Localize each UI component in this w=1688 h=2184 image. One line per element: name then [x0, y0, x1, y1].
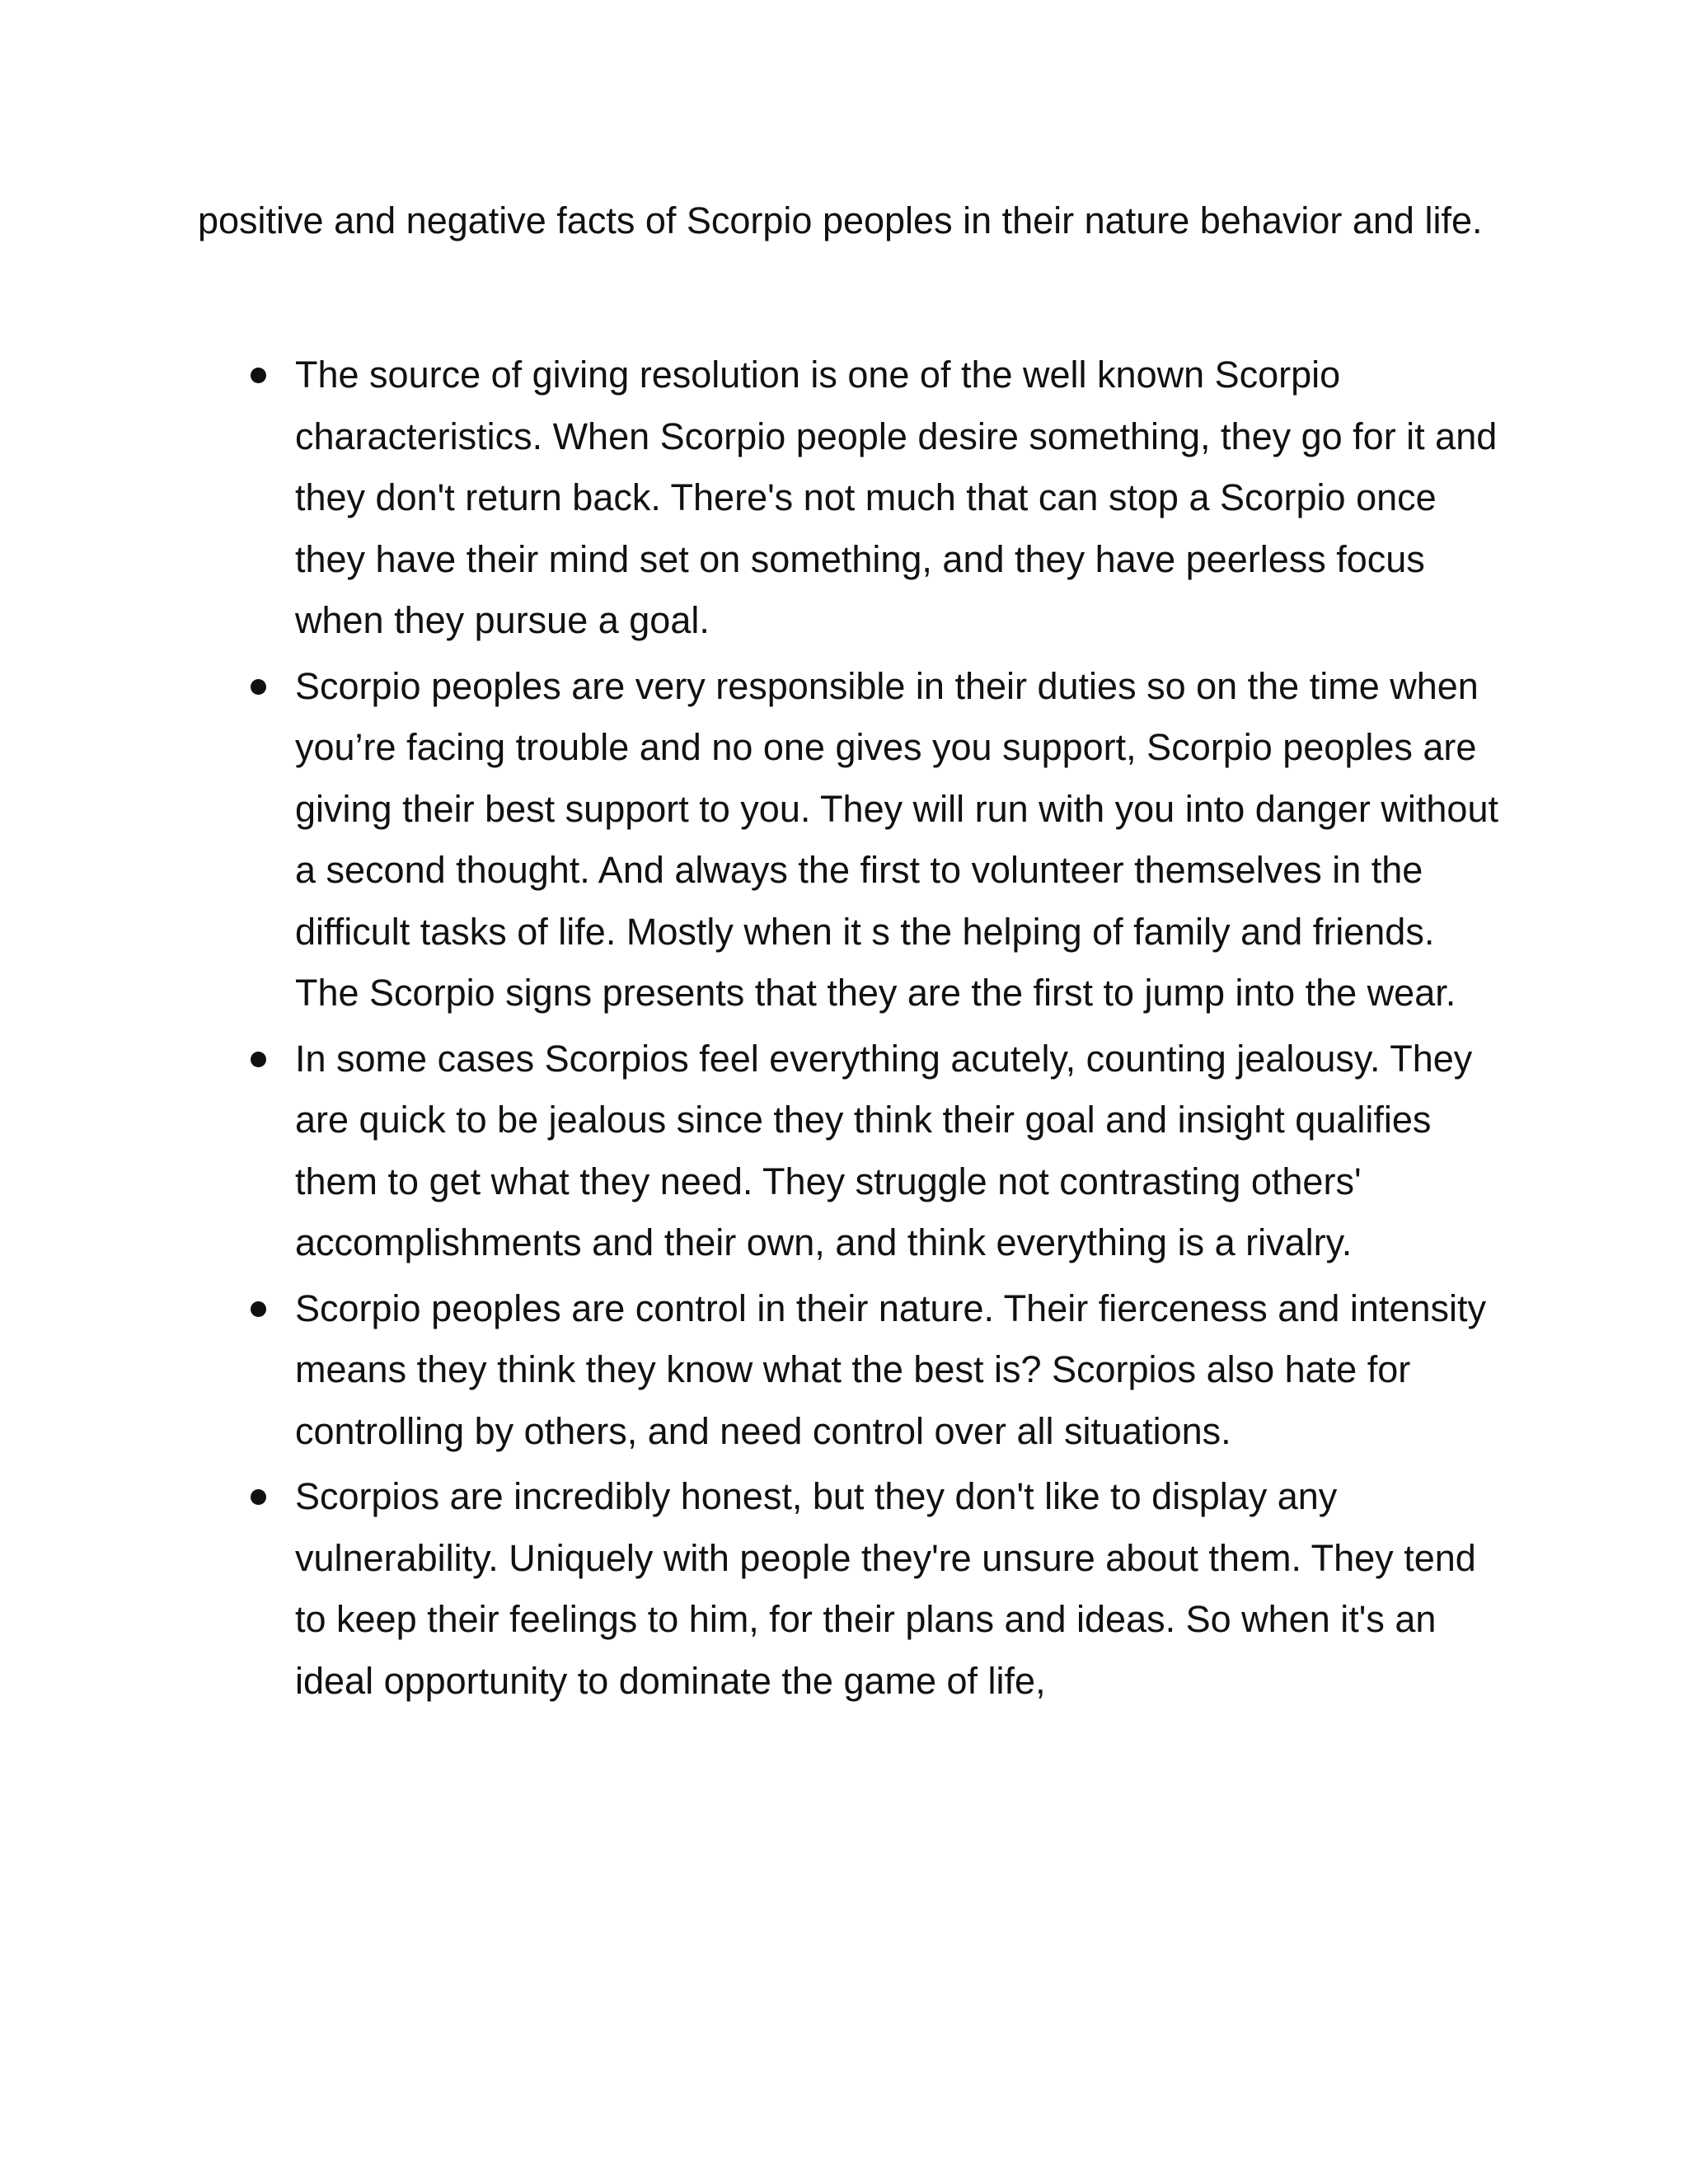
bullet-dot-icon — [251, 679, 266, 695]
bullet-item-5 — [198, 1466, 1500, 1712]
bullet-text-1: The source of giving resolution is one of the well known Scorpio characteristics. When Scorpio people desire something, they go for it and they don't return back. There's not much that can stop a Scorpio once they have their mind set on something, and they have peerless focus when they pursue a goal. — [295, 354, 1498, 641]
bullet-text-5: Scorpios are incredibly honest, but they don't like to display any vulnerability. Uniquely with people they're unsure about them. They tend to keep their feelings to him, for their plans and ideas. So when it's an ideal opportunity to dominate the game of life, — [295, 1475, 1476, 1702]
bullet-dot-icon — [251, 1489, 266, 1505]
bullet-item-2 — [198, 656, 1500, 1024]
bullet-text-2: Scorpio peoples are very responsible in their duties so on the time when you’re facing trouble and no one gives you support, Scorpio peoples are giving their best support to you. They will run with you into danger without a second thought. And always the first to volunteer themselves in the difficult tasks of life. Mostly when it s the helping of family and friends. The Scorpio signs presents that they are the first to jump into the wear. — [295, 664, 1498, 1014]
bullet-dot-icon — [251, 1052, 266, 1067]
bullet-list — [198, 344, 1500, 1716]
bullet-item-3 — [198, 1029, 1500, 1274]
intro-paragraph: positive and negative facts of Scorpio peoples in their nature behavior and life. — [198, 199, 1483, 241]
bullet-text-3: In some cases Scorpios feel everything acutely, counting jealousy. They are quick to be jealous since they think their goal and insight qualifies them to get what they need. They struggle not contrasting others' accomplishments and their own, and think everything is a rivalry. — [295, 1037, 1473, 1263]
bullet-dot-icon — [251, 1301, 266, 1317]
bullet-text-4: Scorpio peoples are control in their nature. Their fierceness and intensity means they think they know what the best is? Scorpios also hate for controlling by others, and need control over all situations. — [295, 1286, 1486, 1452]
bullet-item-1 — [198, 344, 1500, 652]
bullet-dot-icon — [251, 368, 266, 383]
bullet-item-4 — [198, 1278, 1500, 1463]
